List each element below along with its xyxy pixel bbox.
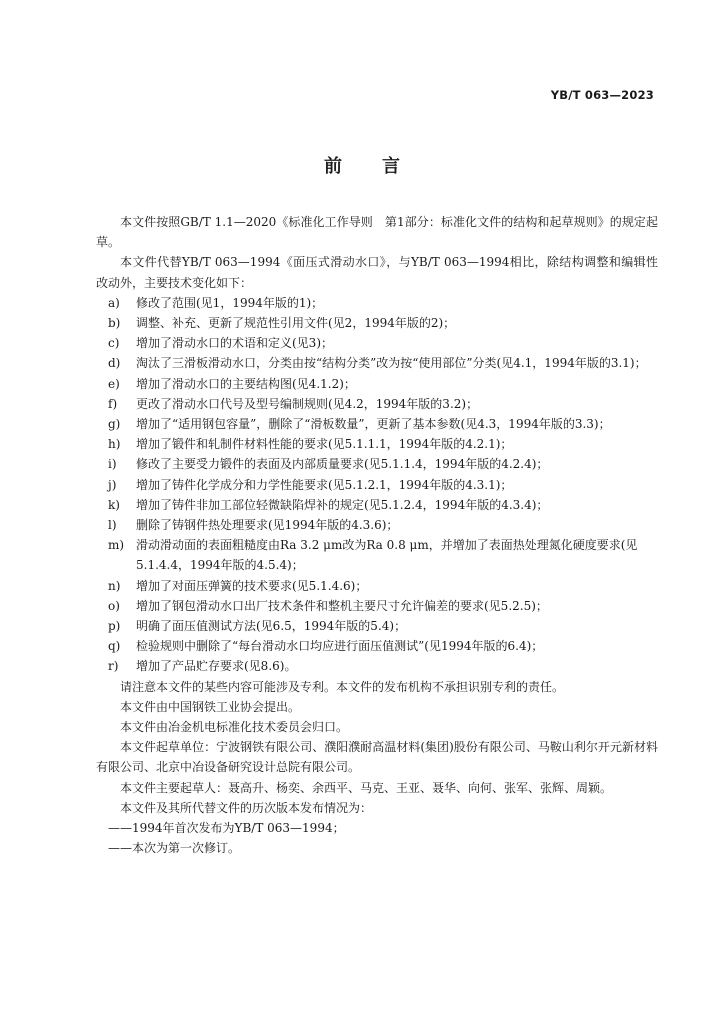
- list-item: [96, 333, 658, 353]
- list-item-text: 增加了铸件非加工部位轻微缺陷焊补的规定(见5.1.2.4，1994年版的4.3.4)；: [136, 497, 549, 512]
- document-code: YB/T 063—2023: [550, 88, 654, 102]
- list-item-text: 增加了“适用钢包容量”，删除了“滑板数量”，更新了基本参数(见4.3，1994年版的3.3)；: [136, 417, 611, 432]
- list-item-text: 滑动滑动面的表面粗糙度由Ra 3.2 μm改为Ra 0.8 μm，并增加了表面热处理氮化硬度要求(见5.1.4.4，1994年版的4.5.4)；: [136, 538, 638, 573]
- list-item: [96, 576, 658, 596]
- page-title: 前言: [324, 156, 440, 177]
- list-item: [96, 495, 658, 515]
- intro-paragraph-drafting-rules: 本文件按照GB/T 1.1—2020《标准化工作导则 第1部分：标准化文件的结构和起草规则》的规定起草。: [96, 215, 658, 250]
- intro-paragraph-replacement: 本文件代替YB/T 063—1994《面压式滑动水口》，与YB/T 063—1994相比，除结构调整和编辑性改动外，主要技术变化如下：: [96, 255, 658, 290]
- list-item: [96, 596, 658, 616]
- list-marker: i): [108, 457, 117, 472]
- list-item-text: 增加了锻件和轧制件材料性能的要求(见5.1.1.1，1994年版的4.2.1)；: [136, 437, 513, 452]
- list-item: [96, 434, 658, 454]
- list-item-text: 增加了滑动水口的主要结构图(见4.1.2)；: [136, 376, 356, 391]
- responsible-committee-statement: 本文件由冶金机电标准化技术委员会归口。: [120, 720, 349, 735]
- list-item: [96, 293, 658, 313]
- list-marker: d): [108, 356, 121, 371]
- proposer-statement: 本文件由中国钢铁工业协会提出。: [120, 699, 301, 714]
- list-marker: r): [108, 659, 119, 674]
- list-item-text: 检验规则中删除了“每台滑动水口均应进行面压值测试”(见1994年版的6.4)；: [136, 639, 544, 654]
- list-item-text: 修改了范围(见1，1994年版的1)；: [136, 295, 324, 310]
- list-marker: k): [108, 497, 120, 512]
- list-item: [96, 515, 658, 535]
- list-item-text: 明确了面压值测试方法(见6.5，1994年版的5.4)；: [136, 619, 407, 634]
- drafting-organizations: 本文件起草单位：宁波钢铁有限公司、濮阳濮耐高温材料(集团)股份有限公司、马鞍山利尔开元新材料有限公司、北京中冶设备研究设计总院有限公司。: [96, 740, 658, 775]
- list-marker: n): [108, 578, 121, 593]
- version-history-intro: 本文件及其所代替文件的历次版本发布情况为：: [120, 800, 373, 815]
- list-item: [96, 616, 658, 636]
- list-marker: a): [108, 295, 120, 310]
- list-marker: f): [108, 396, 118, 411]
- list-item-text: 增加了钢包滑动水口出厂技术条件和整机主要尺寸允许偏差的要求(见5.2.5)；: [136, 598, 548, 613]
- version-history-item: ——本次为第一次修订。: [108, 841, 241, 856]
- list-marker: m): [108, 538, 125, 553]
- list-item-text: 调整、补充、更新了规范性引用文件(见2，1994年版的2)；: [136, 316, 456, 331]
- list-marker: j): [108, 477, 117, 492]
- list-item: [96, 414, 658, 434]
- list-marker: e): [108, 376, 120, 391]
- list-item: [96, 475, 658, 495]
- list-marker: l): [108, 518, 117, 533]
- list-marker: q): [108, 639, 121, 654]
- patent-notice: 请注意本文件的某些内容可能涉及专利。本文件的发布机构不承担识别专利的责任。: [120, 679, 565, 694]
- list-item-text: 增加了铸件化学成分和力学性能要求(见5.1.2.1，1994年版的4.3.1)；: [136, 477, 513, 492]
- list-item-text: 修改了主要受力锻件的表面及内部质量要求(见5.1.1.4，1994年版的4.2.4)；: [136, 457, 549, 472]
- list-marker: o): [108, 598, 120, 613]
- list-marker: g): [108, 417, 121, 432]
- list-item: [96, 374, 658, 394]
- list-marker: p): [108, 619, 121, 634]
- version-history-item: ——1994年首次发布为YB/T 063—1994；: [108, 821, 345, 836]
- drafters: 本文件主要起草人：聂高升、杨奕、余西平、马克、王亚、聂华、向何、张军、张辉、周颖。: [120, 780, 613, 795]
- list-marker: c): [108, 336, 120, 351]
- technical-changes-list: [96, 293, 658, 677]
- list-item-text: 淘汰了三滑板滑动水口，分类由按“结构分类”改为按“使用部位”分类(见4.1，1994年版的3.1)；: [136, 356, 647, 371]
- list-item: [96, 313, 658, 333]
- list-item: [96, 535, 658, 575]
- list-marker: b): [108, 316, 121, 331]
- list-item: [96, 353, 658, 373]
- list-item-text: 增加了滑动水口的术语和定义(见3)；: [136, 336, 333, 351]
- list-item: [96, 394, 658, 414]
- list-item-text: 更改了滑动水口代号及型号编制规则(见4.2，1994年版的3.2)；: [136, 396, 479, 411]
- foreword-body: [96, 212, 658, 859]
- list-item: [96, 656, 658, 676]
- list-item-text: 增加了产品贮存要求(见8.6)。: [136, 659, 297, 674]
- list-item: [96, 454, 658, 474]
- list-item-text: 删除了铸钢件热处理要求(见1994年版的4.3.6)；: [136, 518, 399, 533]
- list-marker: h): [108, 437, 121, 452]
- list-item: [96, 636, 658, 656]
- list-item-text: 增加了对面压弹簧的技术要求(见5.1.4.6)；: [136, 578, 368, 593]
